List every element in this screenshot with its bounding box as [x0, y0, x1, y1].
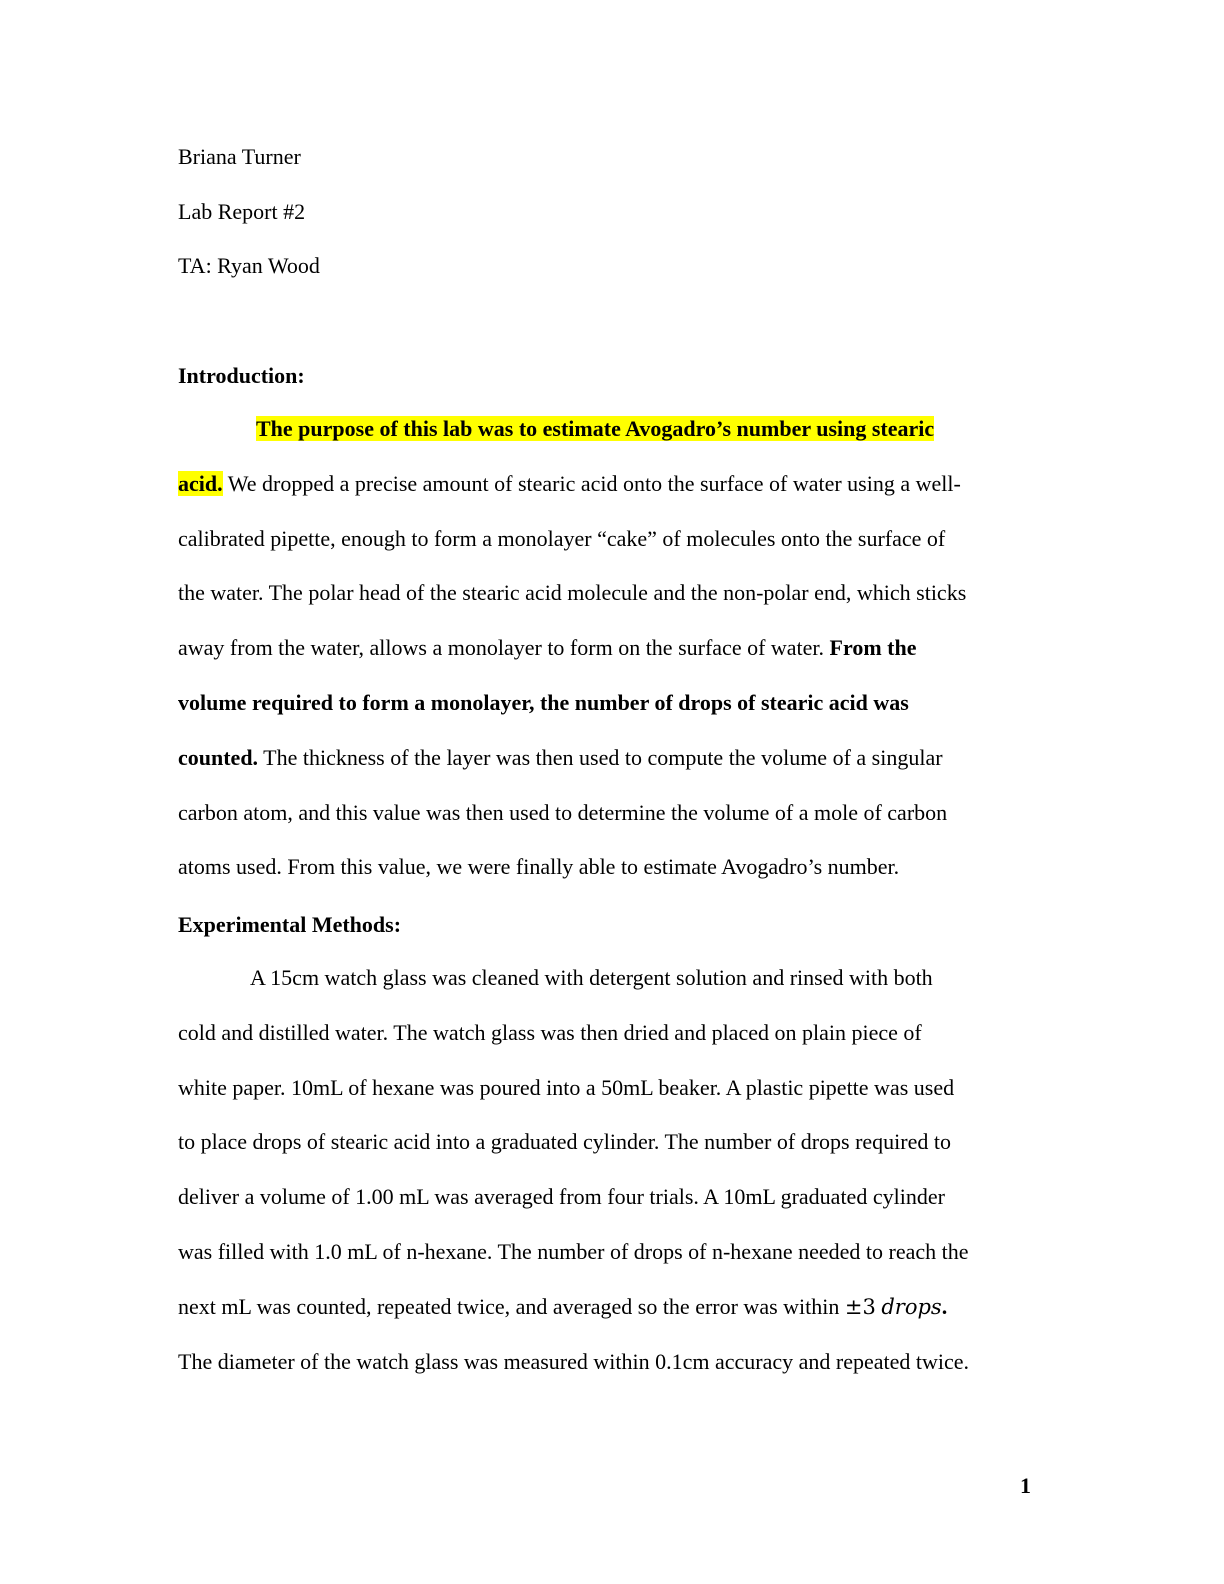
- ta-name: TA: Ryan Wood: [178, 253, 320, 278]
- author-name: Briana Turner: [178, 144, 301, 169]
- paragraph-line: [178, 457, 1038, 512]
- paragraph-line: cold and distilled water. The watch glass was then dried and placed on plain piece of: [178, 1019, 922, 1045]
- bold-text: counted.: [178, 744, 259, 770]
- highlighted-text: acid.: [178, 470, 223, 496]
- paragraph-line: [178, 1280, 1038, 1335]
- report-title: Lab Report #2: [178, 199, 306, 224]
- paragraph-line: [178, 731, 1038, 786]
- paragraph-line: The diameter of the watch glass was measured within 0.1cm accuracy and repeated twice.: [178, 1348, 970, 1374]
- error-period: .: [941, 1293, 948, 1319]
- paragraph-line: to place drops of stearic acid into a graduated cylinder. The number of drops required to: [178, 1129, 951, 1155]
- paragraph-line: carbon atom, and this value was then used to determine the volume of a mole of carbon: [178, 799, 948, 825]
- paragraph-line: A 15cm watch glass was cleaned with detergent solution and rinsed with both: [250, 965, 933, 990]
- line-text: The thickness of the layer was then used to compute the volume of a singular: [258, 744, 943, 770]
- paragraph-line: deliver a volume of 1.00 mL was averaged from four trials. A 10mL graduated cylinder: [178, 1184, 945, 1210]
- paragraph-line: white paper. 10mL of hexane was poured into a 50mL beaker. A plastic pipette was used: [178, 1074, 955, 1100]
- methods-heading: Experimental Methods:: [178, 912, 402, 937]
- page-number: 1: [1020, 1473, 1031, 1498]
- error-unit: drops: [881, 1294, 942, 1319]
- paragraph-line: atoms used. From this value, we were finally able to estimate Avogadro’s number.: [178, 854, 900, 880]
- paragraph-line: the water. The polar head of the stearic acid molecule and the non-polar end, which sticks: [178, 580, 967, 606]
- error-value: ±3: [844, 1294, 876, 1319]
- line-text: away from the water, allows a monolayer to form on the surface of water.: [178, 635, 830, 661]
- bold-text: From the: [829, 635, 917, 661]
- paragraph-line: [178, 621, 1038, 676]
- highlighted-text: The purpose of this lab was to estimate Avogadro’s number using stearic: [256, 416, 935, 441]
- paragraph-line: volume required to form a monolayer, the number of drops of stearic acid was: [178, 689, 909, 715]
- line-text: We dropped a precise amount of stearic acid onto the surface of water using a well-: [222, 470, 961, 496]
- methods-paragraph: [178, 951, 1038, 1389]
- paragraph-line: [178, 402, 1038, 457]
- line-text: next mL was counted, repeated twice, and averaged so the error was within: [178, 1293, 845, 1319]
- paragraph-line: calibrated pipette, enough to form a monolayer “cake” of molecules onto the surface of: [178, 525, 946, 551]
- introduction-heading: Introduction:: [178, 363, 305, 388]
- paragraph-line: was filled with 1.0 mL of n-hexane. The number of drops of n-hexane needed to reach the: [178, 1238, 969, 1264]
- introduction-paragraph: [178, 402, 1038, 895]
